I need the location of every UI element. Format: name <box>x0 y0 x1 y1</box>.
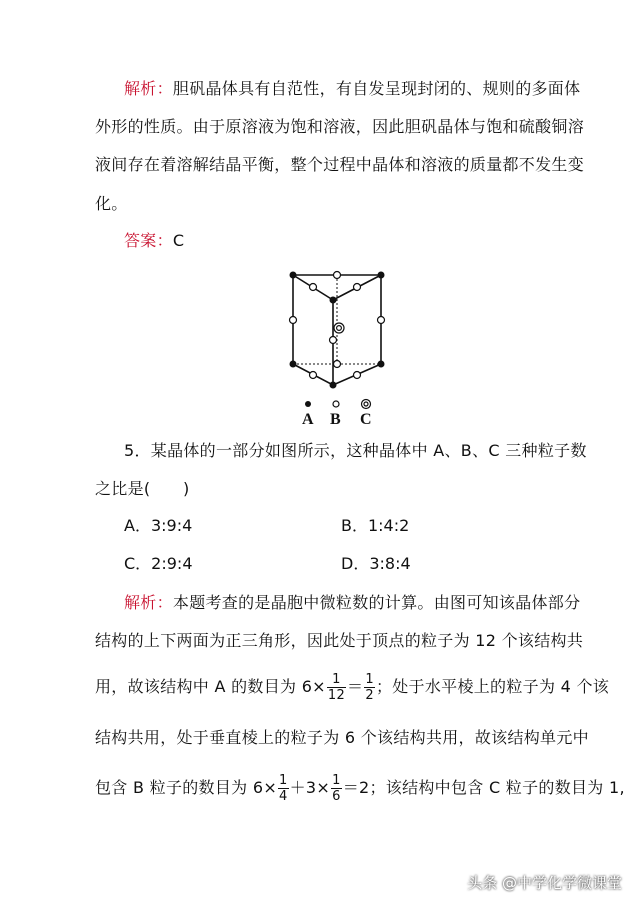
analysis1-line1: 解析：胆矾晶体具有自范性，有自发呈现封闭的、规则的多面体 <box>124 79 581 98</box>
answer-label: 答案： <box>124 231 173 250</box>
particle-b <box>290 317 297 324</box>
particle-a <box>330 297 337 304</box>
fraction-1-6: $\frac{1}{6}$ <box>332 773 341 804</box>
option-a[interactable]: A．3:9:4 <box>124 516 193 535</box>
particle-b <box>330 337 337 344</box>
analysis1-line2: 外形的性质。由于原溶液为饱和溶液，因此胆矾晶体与饱和硫酸铜溶 <box>95 117 585 136</box>
particle-b <box>310 372 317 379</box>
analysis-label: 解析： <box>124 593 173 612</box>
particle-b <box>334 272 341 279</box>
option-b[interactable]: B．1:4:2 <box>341 516 410 535</box>
legend-label-a: A <box>302 411 314 428</box>
particle-b <box>334 361 341 368</box>
particle-b <box>354 372 361 379</box>
option-c[interactable]: C．2:9:4 <box>124 554 193 573</box>
particle-b <box>310 284 317 291</box>
legend-symbol-b <box>333 401 339 407</box>
analysis-label: 解析： <box>124 79 173 98</box>
analysis1-line3: 液间存在着溶解结晶平衡，整个过程中晶体和溶液的质量都不发生变 <box>95 155 585 174</box>
particle-a <box>378 361 385 368</box>
particle-a <box>290 272 297 279</box>
analysis2-line5: 包含 B 粒子的数目为 6× $\frac{1}{4}$ ＋3× $\frac{1}{6}$ ＝2；该结构中包含 C 粒子的数目为 1, <box>95 773 625 804</box>
analysis2-line4: 结构共用，处于垂直棱上的粒子为 6 个该结构共用，故该结构单元中 <box>95 728 589 747</box>
particle-a <box>290 361 297 368</box>
question-line1: 5．某晶体的一部分如图所示，这种晶体中 A、B、C 三种粒子数 <box>124 441 587 460</box>
answer-value: C <box>172 231 185 250</box>
fraction-1-2: $\frac{1}{2}$ <box>365 672 374 703</box>
particle-a <box>330 382 337 389</box>
particle-b <box>378 317 385 324</box>
particle-b <box>354 284 361 291</box>
legend-symbol-c <box>362 400 371 409</box>
legend-symbol-a <box>305 401 311 407</box>
fraction-1-12: $\frac{1}{12}$ <box>327 672 346 703</box>
analysis2-line2: 结构的上下两面为正三角形，因此处于顶点的粒子为 12 个该结构共 <box>95 631 584 650</box>
watermark: 头条 @中学化学微课堂 <box>467 874 622 892</box>
answer-line <box>124 230 184 252</box>
analysis2-line3: 用，故该结构中 A 的数目为 6× $\frac{1}{12}$ ＝ $\frac{1}{2}$ ；处于水平棱上的粒子为 4 个该 <box>95 672 610 703</box>
analysis2-line1: 解析：本题考查的是晶胞中微粒数的计算。由图可知该晶体部分 <box>124 593 581 612</box>
legend-label-c: C <box>360 411 372 428</box>
question-line2: 之比是( ) <box>95 479 190 498</box>
legend-label-b: B <box>330 411 341 428</box>
particle-a <box>378 272 385 279</box>
option-d[interactable]: D．3:8:4 <box>341 554 411 573</box>
fraction-1-4: $\frac{1}{4}$ <box>279 773 288 804</box>
crystal-structure-figure <box>270 262 400 430</box>
particle-c <box>334 323 344 333</box>
analysis1-line4: 化。 <box>95 194 128 213</box>
